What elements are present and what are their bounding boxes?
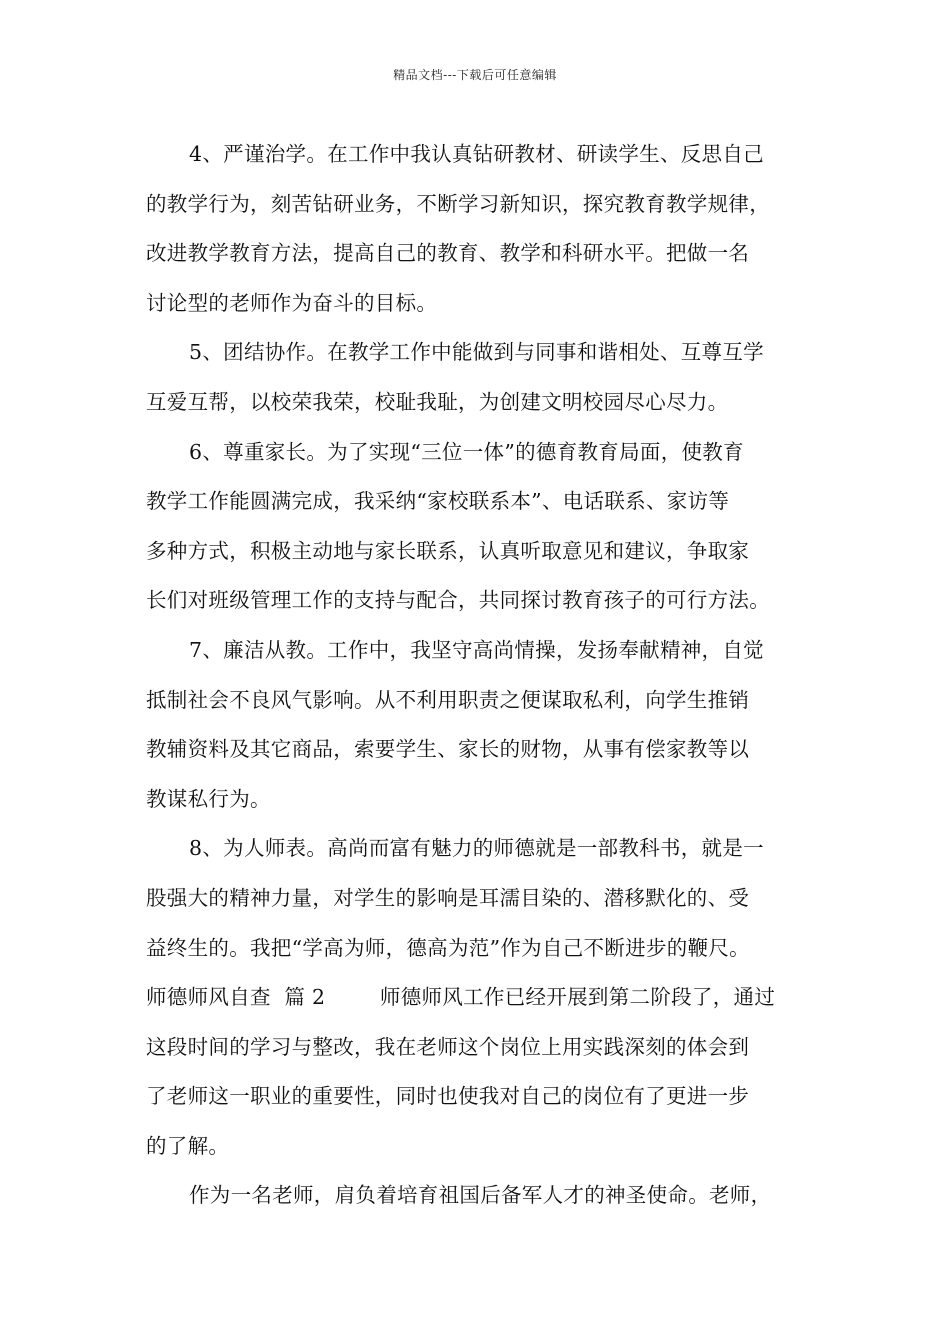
text-line: 教学工作能圆满完成，我采纳“家校联系本”、电话联系、家访等 xyxy=(146,489,730,514)
text-line: 的教学行为，刻苦钻研业务，不断学习新知识，探究教育教学规律， xyxy=(146,191,770,216)
text-line: 了老师这一职业的重要性，同时也使我对自己的岗位有了更进一步 xyxy=(146,1084,750,1109)
text-line: 股强大的精神力量，对学生的影响是耳濡目染的、潜移默化的、受 xyxy=(146,885,750,910)
text-line: 抵制社会不良风气影响。从不利用职责之便谋取私利，向学生推销 xyxy=(146,687,750,712)
text-line: 8、为人师表。高尚而富有魅力的师德就是一部教科书，就是一 xyxy=(189,836,764,861)
text-line: 多种方式，积极主动地与家长联系，认真听取意见和建议，争取家 xyxy=(146,538,750,563)
text-line: 教辅资料及其它商品，索要学生、家长的财物，从事有偿家教等以 xyxy=(146,737,750,762)
document-body xyxy=(146,130,826,1221)
text-line: 4、严谨治学。在工作中我认真钻研教材、研读学生、反思自己 xyxy=(189,142,764,166)
text-line: 7、廉洁从教。工作中，我坚守高尚情操，发扬奉献精神，自觉 xyxy=(189,637,764,662)
text-line: 作为一名老师，肩负着培育祖国后备军人才的神圣使命。老师， xyxy=(189,1183,772,1208)
text-line: 6、尊重家长。为了实现“三位一体”的德育教育局面，使教育 xyxy=(189,439,744,464)
text-line: 这段时间的学习与整改，我在老师这个岗位上用实践深刻的体会到 xyxy=(146,1034,750,1059)
text-line: 益终生的。我把“学高为师，德高为范”作为自己不断进步的鞭尺。 xyxy=(146,935,750,960)
text-line: 5、团结协作。在教学工作中能做到与同事和谐相处、互尊互学 xyxy=(189,340,764,365)
text-line: 长们对班级管理工作的支持与配合，共同探讨教育孩子的可行方法。 xyxy=(146,588,770,613)
text-line: 教谋私行为。 xyxy=(146,786,271,811)
page-header: 精品文档---下载后可任意编辑 xyxy=(393,68,557,82)
text-line: 的了解。 xyxy=(146,1133,230,1158)
text-line: 改进教学教育方法，提高自己的教育、教学和科研水平。把做一名 xyxy=(146,241,750,266)
text-line: 互爱互帮，以校荣我荣，校耻我耻，为创建文明校园尽心尽力。 xyxy=(146,389,729,414)
text-line: 师德师风自查 篇 2 师德师风工作已经开展到第二阶段了，通过 xyxy=(146,985,776,1010)
text-line: 讨论型的老师作为奋斗的目标。 xyxy=(146,290,438,315)
